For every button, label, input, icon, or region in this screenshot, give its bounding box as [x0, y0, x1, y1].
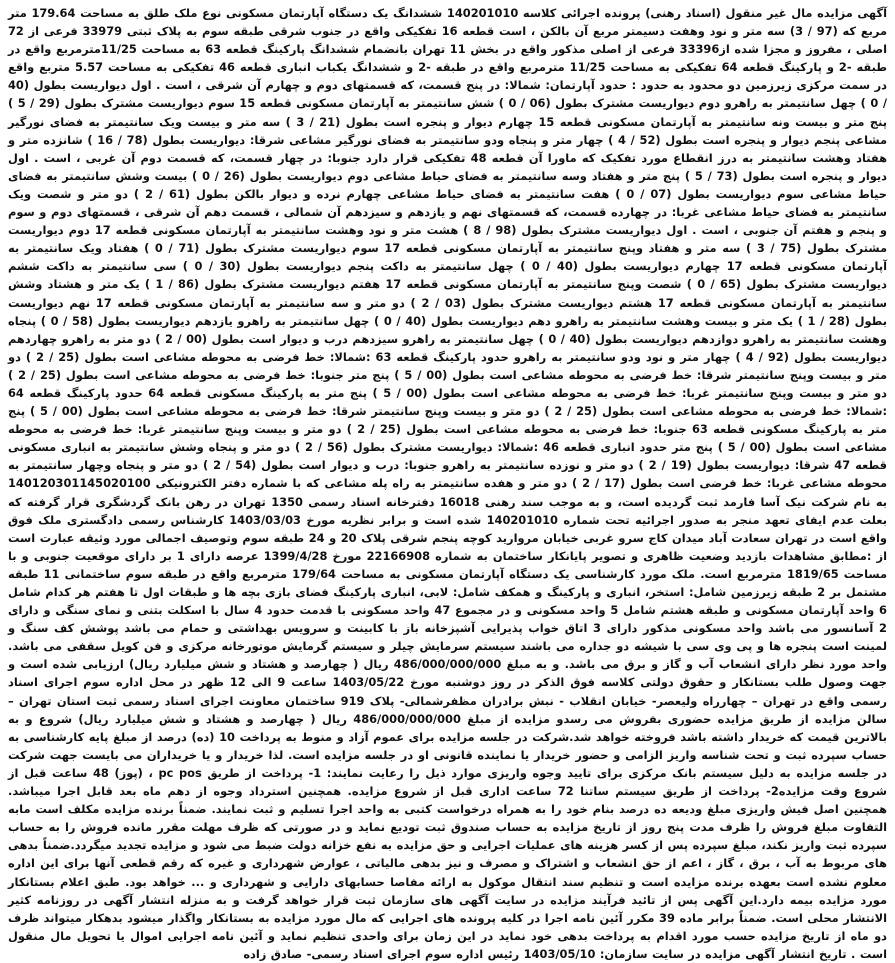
notice-body-text: آگهی مزایده مال غیر منقول (اسناد رهنی) پرونده اجرائی کلاسه 140201010 ششدانگ یک دستگاه آپارتمان مسکونی نوع ملک طلق به مساحت 179.64 متر مربع که (97 / 3) سه متر و نود وهفت دسیمتر مربع آن بالکن ، است قطعه 16 تفکیکی واقع در جنوب شرقی طبقه سوم به پلاک ثبتی 33979 فرعی از 72 اصلی ، مفروز و مجزا شده از33396 فرعی از اصلی مذکور واقع در بخش 11 تهران بانضمام ششدانگ پارکینگ قطعه 63 به مساحت 11/25مترمربع واقع در طبقه -2 و پارکینگ قطعه 64 تفکیکی به مساحت 11/25 مترمربع واقع در طبقه -2 و ششدانگ یکباب انباری قطعه 46 تفکیکی به مساحت 5.57 متربع واقع در سمت مرکزی زیرزمین دو محدود به حدود : حدود آپارتمان: شمالا: در پنج قسمت، که قسمتهای دوم و چهارم آن شرقی ، است . اول دیواریست بطول (40 / 0 ) چهل سانتیمتر به راهرو دوم دیواریست مشترک بطول (06 / 0 ) شش سانتیمتر به آپارتمان مسکونی قطعه 15 سوم دیواریست مشترک بطول (29 / 5 ) پنج متر و بیست ونه سانتیمتر به آپارتمان مسکونی قطعه 15 چهارم دیوار و پنجره است بطول (21 / 3 ) سه متر و بیست ویک سانتیمتر به فضای نورگیر مشاعی پنجم دیوار و پنجره است بطول (52 / 4 ) چهار متر و پنجاه ودو سانتیمتر به فضای نورگیر مشاعی شرقا: دیواریست بطول (78 / 16 ) شانزده متر و هفتاد وهشت سانتیمتر به درز انقطاع مورد تفکیک که ماورا آن قطعه 48 تفکیکی قرار دارد جنوبا: در چهار قسمت، که قسمت دوم آن غربی ، است . اول دیوار و پنجره است بطول (73 / 5 ) پنج متر و هفتاد وسه سانتیمتر به فضای حیاط مشاعی دوم دیواریست بطول (26 / 0 ) بیست وشش سانتیمتر به فضای حیاط مشاعی سوم دیواریست بطول (07 / 0 ) هفت سانتیمتر به فضای حیاط مشاعی چهارم نرده و دیوار بالکن بطول (61 / 2 ) دو متر و شصت ویک سانتیمتر به فضای حیاط مشاعی غربا: در چهارده قسمت، که قسمتهای نهم و یازدهم و سیزدهم آن شمالی ، قسمت دهم آن شرقی ، قسمتهای دوم و سوم و پنجم و هفتم آن جنوبی ، است . اول دیواریست مشترک بطول (98 / 8 ) هشت متر و نود وهشت سانتیمتر به آپارتمان مسکونی قطعه 17 دوم دیواریست مشترک بطول (75 / 3 ) سه متر و هفتاد وپنج سانتیمتر به آپارتمان مسکونی قطعه 17 سوم دیواریست مشترک بطول (71 / 0 ) هفتاد ویک سانتیمتر به آپارتمان مسکونی قطعه 17 چهارم دیواریست بطول (40 / 0 ) چهل سانتیمتر به داکت پنجم دیواریست بطول (30 / 0 ) سی سانتیمتر به داکت ششم دیواریست مشترک بطول (65 / 0 ) شصت وپنج سانتیمتر به آپارتمان مسکونی قطعه 17 هفتم دیواریست مشترک بطول (86 / 1 ) یک متر و هشتاد وشش سانتیمتر به آپارتمان مسکونی قطعه 17 هشتم دیواریست مشترک بطول (03 / 2 ) دو متر و سه سانتیمتر به آپارتمان مسکونی قطعه 17 نهم دیواریست بطول (28 / 1 ) یک متر و بیست وهشت سانتیمتر به راهرو دهم دیواریست بطول (40 / 0 ) چهل سانتیمتر به راهرو یازدهم دیواریست بطول (58 / 0 ) پنجاه وهشت سانتیمتر به راهرو دوازدهم دیواریست بطول (40 / 0 ) چهل سانتیمتر به راهرو سیزدهم درب و دیوار است بطول (00 / 2 ) دو متر به راهرو چهاردهم دیواریست بطول (92 / 4 ) چهار متر و نود ودو سانتیمتر به راهرو حدود پارکینگ قطعه 63 :شمالا: خط فرضی به محوطه مشاعی است بطول (25 / 2 ) دو متر و بیست وپنج سانتیمتر شرقا: خط فرضی به محوطه مشاعی است بطول (00 / 5 ) پنج متر جنوبا: خط فرضی به محوطه مشاعی است بطول (25 / 2 ) دو متر و بیست وپنج سانتیمتر غربا: خط فرضی به محوطه مشاعی است بطول (00 / 5 ) پنج متر به پارکینگ مسکونی قطعه 64 حدود پارکینگ قطعه 64 :شمالا: خط فرضی به محوطه مشاعی است بطول (25 / 2 ) دو متر و بیست وپنج سانتیمتر شرقا: خط فرضی به محوطه مشاعی است بطول (00 / 5 ) پنج متر به پارکینگ مسکونی قطعه 63 جنوبا: خط فرضی به محوطه مشاعی است بطول (25 / 2 ) دو متر و بیست وپنج سانتیمتر غربا: خط فرضی به محوطه مشاعی است بطول (00 / 5 ) پنج متر حدود انباری قطعه 46 :شمالا: دیواریست مشترک بطول (56 / 2 ) دو متر و پنجاه وشش سانتیمتر به انباری مسکونی قطعه 47 شرقا: دیواریست بطول (19 / 2 ) دو متر و نوزده سانتیمتر به راهرو جنوبا: درب و دیوار است بطول (54 / 2 ) دو متر و پنجاه وچهار سانتیمتر به محوطه مشاعی غربا: خط فرضی است بطول (17 / 2 ) دو متر و هفده سانتیمتر به راه پله مشاعی که با شماره دفتر الکترونیکی 140120301145020100 به نام شرکت نیک آسا فارمد ثبت گردیده است، و به موجب سند رهنی 16018 دفترخانه اسناد رسمی 1350 تهران در رهن بانک گردشگری قرار گرفته که بعلت عدم ایفای تعهد منجر به صدور اجرائیه تحت شماره 140201010 شده است و برابر نظریه مورخ 1403/03/03 کارشناس رسمی دادگستری ملک فوق واقع است در تهران سعادت آباد میدان کاج سرو غربی خیابان مروارید کوچه پنجم شرقی پلاک 20 و 24 طبقه سوم وتوصیف اجمالی مورد وثیقه عبارت است از :مطابق مشاهدات بازدید وضعیت ظاهری و تصویر پایانکار ساختمان به شماره 22166908 مورخ 1399/4/28 عرصه دارای 1 بر دارای موقعیت جنوبی و با مساحت 1819/65 مترمربع است. ملک مورد کارشناسی یک دستگاه آپارتمان مسکونی به مساحت 179/64 مترمربع واقع در طبقه سوم ساختمانی 11 طبقه مشتمل بر 2 طبقه زیرزمین شامل: استخر، انباری و پارکینگ و همکف شامل: لابی، انباری پارکینگ فضای بازی بچه ها و طبقات اول تا هفتم هر کدام شامل 6 واحد آپارتمان مسکونی و طبقه هشتم شامل 5 واحد مسکونی و در مجموع 47 واحد مسکونی با قدمت حدود 4 سال با اسکلت بتنی و نمای سنگی و دارای 2 آسانسور می باشد واحد مسکونی مذکور دارای 3 اتاق خواب پذیرایی آشپزخانه باز با کابینت و سرویس بهداشتی و حمام می باشد پوشش کف سنگ و لمینت است پنجره ها و پی وی سی با شیشه دو جداره می باشند سیستم سرمایش چیلر و سیستم گرمایش موتورخانه مرکزی و فن کویل سقفی می باشد. واحد مورد نظر دارای انشعاب آب و گاز و برق می باشد. و به مبلغ 486/000/000/000 ریال ( چهارصد و هشتاد و شش میلیارد ریال) ارزیابی شده است و جهت وصول طلب بستانکار و حقوق دولتی کلاسه فوق الذکر در روز دوشنبه مورخ 1403/05/22 ساعت 9 الی 12 ظهر در محل اداره سوم اجرای اسناد رسمی واقع در تهران – چهارراه ولیعصر- خیابان انقلاب - نبش برادران مظفرشمالی- پلاک 919 ساختمان معاونت اجرای اسناد رسمی ثبت استان تهران – سالن مزایده از طریق مزایده حضوری بفروش می رسدو مزایده از مبلغ 486/000/000/000 ریال ( چهارصد و هشتاد و شش میلیارد ریال) شروع و به بالاترین قیمت که خریدار داشته باشد فروخته خواهد شد.شرکت در جلسه مزایده برای عموم آزاد و منوط به پرداخت 10 (ده) درصد از مبلغ پایه کارشناسی به حساب سپرده ثبت و تحت شناسه واریز الزامی و حضور خریدار یا نماینده قانونی او در جلسه مزایده است. لذا خریدار و یا خریداران می بایست جهت شرکت در جلسه مزایده به دلیل سیستم بانک مرکزی برای تایید وجوه واریزی موارد ذیل را رعایت نمایند: 1- پرداخت از طریق pc pos ، (پوز) 48 ساعت قبل از شروع وقت مزایده2- پرداخت از طریق سیستم ساتنا 72 ساعت اداری قبل از شروع مزایده. همچنین استرداد وجوه از دهم ماه بعد قابل اجرا میباشد. همچنین اصل فیش واریزی مبلغ ودیعه ده درصد بنام خود را به همراه درخواست کتبی به واحد اجرا تسلیم و ثبت نمایند. ضمناً برنده مزایده مکلف است مابه التفاوت مبلغ فروش را ظرف مدت پنج روز از تاریخ مزایده به حساب صندوق ثبت تودیع نماید و در صورتی که ظرف مهلت مقرر مانده فروش را به حساب سپرده ثبت واریز نکند، مبلغ سپرده پس از کسر هزینه های عملیات اجرایی و حق مزایده به نفع خزانه دولت ضبط می شود و مزایده تجدید میگردد.ضمناً بدهی های مربوط به آب ، برق ، گاز ، اعم از حق انشعاب و اشتراک و مصرف و نیز بدهی مالیاتی ، عوارض شهرداری و غیره که رقم قطعی آنها برای این اداره معلوم نشده است بعهده برنده مزایده است و تنظیم سند انتقال موکول به ارائه مفاصا حسابهای دارایی و شهرداری و ... خواهد بود. طبق اعلام بستانکار مورد مزایده بیمه دارد.این آگهی پس از تائید فرآیند مزایده در سایت آگهی های سازمان ثبت قرار خواهد گرفت و به منزله انتشار آگهی در روزنامه کثیر الانتشار محلی است. ضمناً برابر ماده 39 مکرر آئین نامه اجرا در کلیه پرونده های اجرایی که مال مورد مزایده به بستانکار واگذار میشود بدهکار میتواند ظرف دو ماه از تاریخ مزایده حسب مورد اقدام به پرداخت بدهی خود نماید در این زمان برای واحدی تنظیم نماید و آئین نامه اجرایی اموال یا تحویل مال منقول است . تاریخ انتشار آگهی مزایده در سایت سازمان: 1403/05/10 رئیس اداره سوم اجرای اسناد رسمی- صادق زاده [8, 6, 888, 961]
